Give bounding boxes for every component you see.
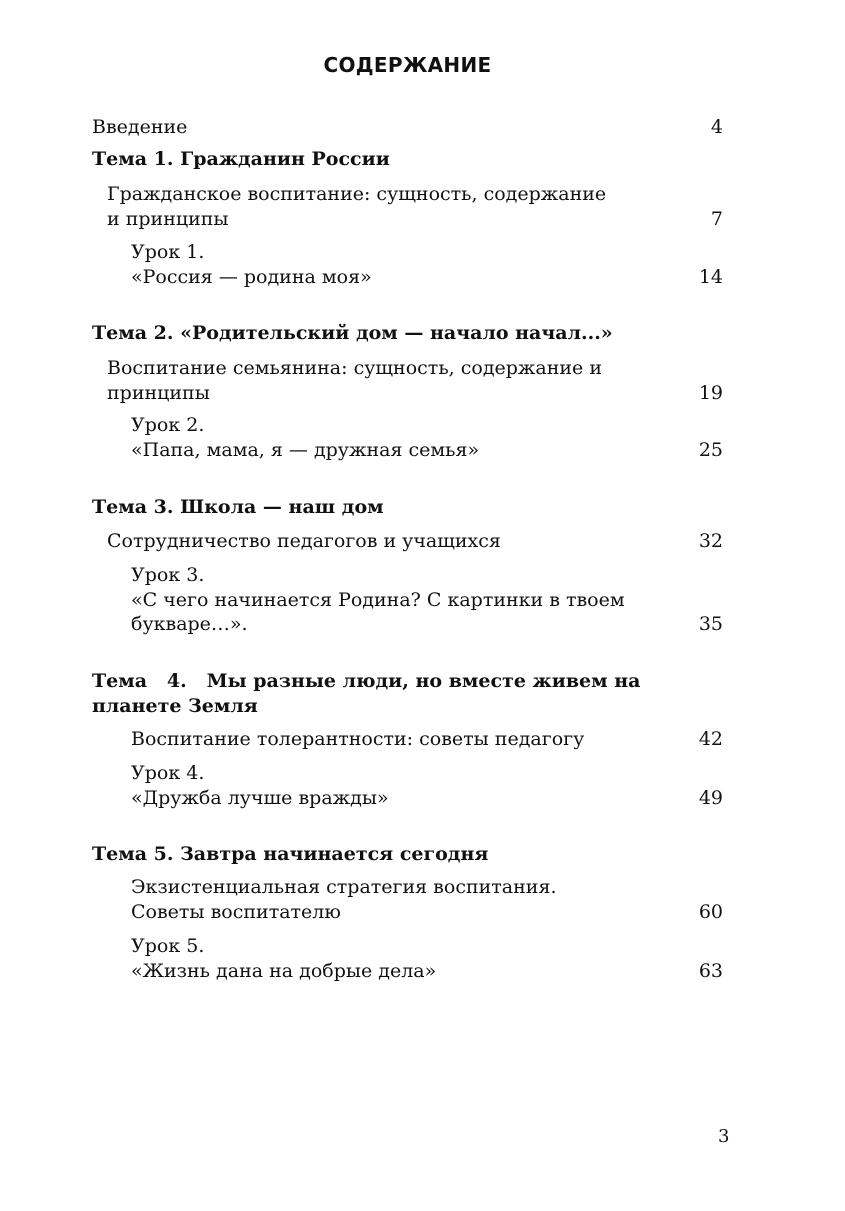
toc-lesson-2[interactable] [131, 413, 723, 462]
toc-entry-line: «Папа, мама, я — дружная семья» [131, 438, 480, 461]
toc-entry-line: «Дружба лучше вражды» [131, 786, 389, 809]
toc-topic-2-heading[interactable] [92, 321, 723, 346]
toc-topic-4-section[interactable] [131, 727, 723, 752]
toc-entry-line: Урок 1. [131, 241, 205, 263]
toc-entry-line: и принципы [107, 207, 229, 230]
toc-topic-3-section[interactable] [107, 529, 723, 554]
toc-entry-line: «Жизнь дана на добрые дела» [131, 959, 437, 982]
toc-page-number: 60 [698, 900, 723, 923]
toc-heading-text: Тема 2. «Родительский дом — начало начал...» [92, 322, 613, 344]
toc-page-number: 25 [698, 438, 723, 461]
toc-entry-text: Введение [92, 116, 188, 138]
toc-heading-text: Тема 3. Школа — наш дом [92, 496, 384, 518]
toc-lesson-1[interactable] [131, 240, 723, 289]
toc-entry-line: «С чего начинается Родина? С картинки в твоем [131, 588, 625, 611]
page-number: 3 [718, 1126, 730, 1147]
toc-page-number: 49 [698, 786, 723, 809]
toc-topic-1-heading[interactable] [92, 147, 723, 172]
toc-entry-line: Урок 2. [131, 414, 205, 436]
toc-entry-line: букваре…». [131, 613, 248, 635]
toc-page-number: 63 [698, 959, 723, 982]
toc-entry-line: принципы [107, 381, 210, 404]
toc-entry-line: Экзистенциальная стратегия воспитания. [131, 876, 557, 898]
toc-lesson-3[interactable] [131, 563, 723, 637]
page-title: СОДЕРЖАНИЕ [323, 53, 492, 77]
toc-entry-line: Сотрудничество педагогов и учащихся [107, 530, 501, 552]
toc-lesson-4[interactable] [131, 761, 723, 810]
toc-entry-line: Урок 3. [131, 564, 205, 586]
toc-page-number: 14 [698, 265, 723, 288]
toc-entry-line: Урок 5. [131, 935, 205, 957]
toc-page-number: 42 [698, 728, 723, 750]
toc-page-number: 19 [698, 381, 723, 404]
toc-topic-5-heading[interactable] [92, 842, 723, 867]
toc-page-number: 32 [698, 530, 723, 552]
toc-entry-line: Воспитание семьянина: сущность, содержание и [107, 357, 603, 379]
toc-entry-intro[interactable] [92, 115, 723, 140]
toc-entry-line: «Россия — родина моя» [131, 265, 372, 288]
toc-entry-line: Воспитание толерантности: советы педагогу [131, 728, 585, 750]
toc-topic-5-section[interactable] [131, 875, 723, 924]
toc-topic-1-section[interactable] [107, 182, 723, 231]
toc-heading-line: планете Земля [92, 694, 258, 717]
toc-topic-3-heading[interactable] [92, 495, 723, 520]
toc-page-number: 7 [710, 207, 723, 230]
toc-page-number: 35 [698, 613, 723, 635]
toc-heading-line: Тема 4. Мы разные люди, но вместе живем на [92, 670, 641, 692]
toc-page-number: 4 [710, 116, 723, 138]
toc-lesson-5[interactable] [131, 934, 723, 983]
toc-topic-4-heading[interactable] [92, 669, 723, 718]
toc-topic-2-section[interactable] [107, 356, 723, 405]
toc-entry-line: Советы воспитателю [131, 900, 341, 923]
toc-heading-text: Тема 1. Гражданин России [92, 148, 390, 170]
toc-entry-line: Урок 4. [131, 762, 205, 784]
toc-entry-line: Гражданское воспитание: сущность, содержание [107, 183, 607, 205]
toc-heading-text: Тема 5. Завтра начинается сегодня [92, 843, 489, 865]
